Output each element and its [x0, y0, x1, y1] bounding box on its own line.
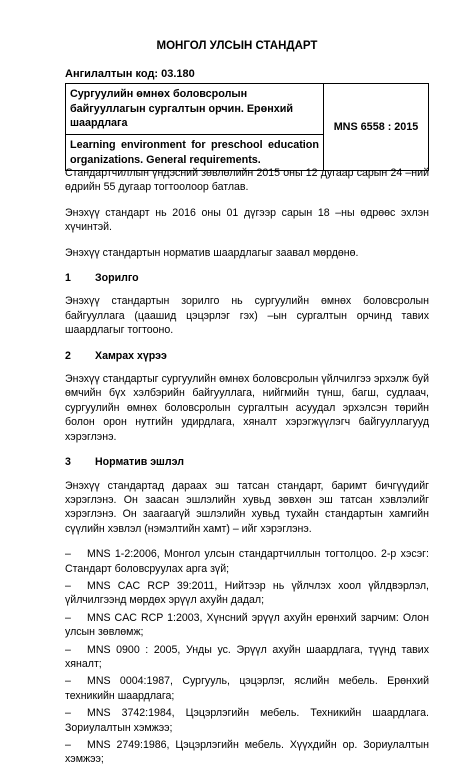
section-title: Хамрах хүрээ	[95, 349, 167, 362]
section-number: 2	[65, 349, 71, 362]
section-text: Энэхүү стандартад дараах эш татсан стандарт, баримт бичгүүдийг хэрэглэнэ. Он заасан эшлэлийн хувьд зөвхөн эш татсан хэвлэлийг хэрэглэнэ. Он заагаагүй эшлэлийн хувьд тухайн стандартын хамгийн сүүлийн хэвлэл (нэмэлтийн хамт) – ийг хэрэглэнэ.	[65, 479, 429, 535]
section-number: 1	[65, 272, 71, 285]
section-text: Энэхүү стандартыг сургуулийн өмнөх боловсролын үйлчилгээ эрхэлж буй өмчийн бүх хэлбэрийн байгууллага, нийгмийн түнш, багш, судлаач, сургуулийн өмнөх боловсролын сургалтын асуудал эрхэлсэн төрийн болон орон нутгийн удирдлага, хяналт хэрэгжүүлэгч байгууллагууд хэрэглэнэ.	[65, 373, 429, 443]
section-title: Зорилго	[95, 272, 139, 285]
section-title: Норматив эшлэл	[95, 456, 184, 469]
reference-text: MNS 1-2:2006, Монгол улсын стандартчиллын тогтолцоо. 2-р хэсэг: Стандарт боловсруулах арга зүй;	[65, 548, 429, 575]
document-title: МОНГОЛ УЛСЫН СТАНДАРТ	[156, 40, 318, 52]
reference-list	[65, 547, 429, 767]
standard-code: MNS 6558 : 2015	[324, 84, 429, 171]
reference-item	[65, 738, 429, 767]
reference-text: MNS 0004:1987, Сургууль, цэцэрлэг, яслийн мебель. Ерөнхий техникийн шаардлага;	[65, 675, 429, 702]
standard-title-mn: Сургуулийн өмнөх боловсролын байгууллагын сургалтын орчин. Ерөнхий шаардлага	[66, 84, 324, 135]
section-heading	[65, 271, 429, 285]
approval-paragraph: Стандартчиллын үндэсний зөвлөлийн 2015 оны 12 дугаар сарын 24 –ний өдрийн 55 дугаар тогтоолоор батлав.	[65, 167, 429, 194]
list-dash: –	[65, 548, 71, 561]
document-body	[65, 166, 429, 770]
effective-date-paragraph: Энэхүү стандарт нь 2016 оны 01 дүгээр сарын 18 –ны өдрөөс эхлэн хүчинтэй.	[65, 206, 429, 234]
reference-item	[65, 643, 429, 672]
standard-title-en: Learning environment for preschool education organizations. General requirements.	[66, 135, 324, 171]
section-number: 3	[65, 456, 71, 469]
reference-text: MNS 3742:1984, Цэцэрлэгийн мебель. Техникийн шаардлага. Зориулалтын хэмжээ;	[65, 707, 429, 734]
list-dash: –	[65, 707, 71, 720]
list-dash: –	[65, 675, 71, 688]
list-dash: –	[65, 739, 71, 751]
normative-note-paragraph: Энэхүү стандартын норматив шаардлагыг заавал мөрдөнө.	[65, 246, 359, 259]
reference-item	[65, 706, 429, 735]
reference-text: MNS CAC RCP 1:2003, Хүнсний эрүүл ахуйн ерөнхий зарчим: Олон улсын зөвлөмж;	[65, 611, 429, 639]
reference-item	[65, 579, 429, 608]
reference-item	[65, 547, 429, 576]
reference-text: MNS 2749:1986, Цэцэрлэгийн мебель. Хүүхдийн ор. Зориулалтын хэмжээ;	[65, 739, 429, 766]
section-text: Энэхүү стандартын зорилго нь сургуулийн өмнөх боловсролын байгууллага (цаашид цэцэрлэг гэх) –ын сургалтын орчинд тавих шаардлагыг тогтооно.	[65, 295, 429, 337]
reference-text: MNS 0900 : 2005, Унды ус. Эрүүл ахуйн шаардлага, түүнд тавих хяналт;	[65, 643, 429, 670]
section-heading	[65, 455, 429, 469]
list-dash: –	[65, 643, 71, 656]
reference-text: MNS CAC RCP 39:2011, Нийтээр нь үйлчлэх хоол үйлдвэрлэл, үйлчилгээнд мөрдөх эрүүл ахуйн дадал;	[65, 579, 429, 607]
reference-item	[65, 674, 429, 703]
standard-title-table	[65, 83, 429, 171]
list-dash: –	[65, 611, 71, 624]
list-dash: –	[65, 579, 71, 592]
section-heading	[65, 349, 429, 363]
classification-code: Ангилалтын код: 03.180	[65, 68, 195, 80]
reference-item	[65, 611, 429, 640]
